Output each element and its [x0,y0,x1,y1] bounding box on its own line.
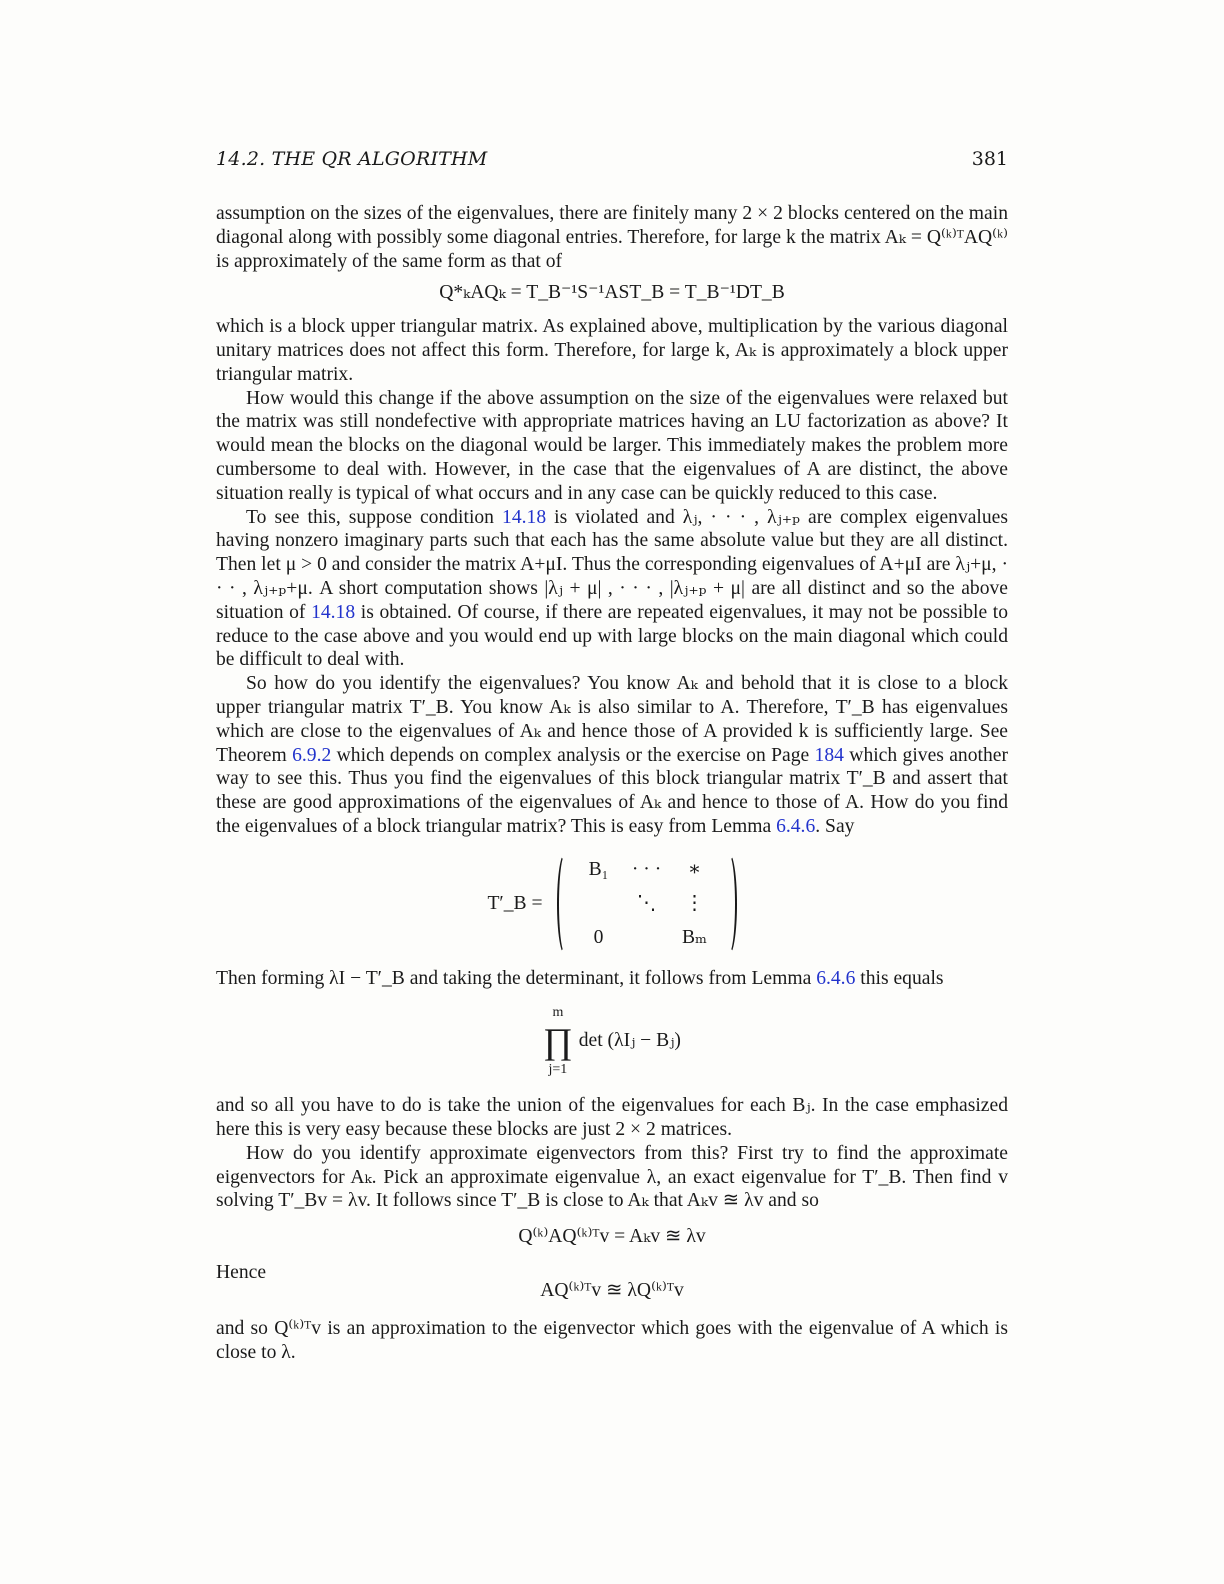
hence-row [216,1261,1008,1307]
paragraph-9: and so Q⁽ᵏ⁾ᵀv is an approximation to the eigenvector which goes with the eigenvalue of A which is close to λ. [216,1317,1008,1363]
matrix-cell: Bₘ [681,926,708,948]
running-header [216,148,1008,170]
ref-link-lemma-6-4-6[interactable]: 6.4.6 [776,815,816,837]
ref-link-page-184[interactable]: 184 [814,744,844,766]
ref-link-14-18-second[interactable]: 14.18 [311,601,356,623]
matrix-cell: ∗ [687,858,702,880]
product-upper-limit: m [552,1004,564,1020]
paragraph-1: assumption on the sizes of the eigenvalues, there are finitely many 2 × 2 blocks centered on the main diagonal along with possibly some diagonal entries. Therefore, for large k the matrix Aₖ = Q⁽ᵏ⁾ᵀAQ⁽ᵏ⁾ is approximately of the same form as that of [216,203,1008,272]
page-body [216,202,1008,1364]
paragraph-5 [216,672,1008,839]
product-lower-limit: j=1 [548,1062,568,1078]
para5-text-c: which gives another way to see this. Thus you find the eigenvalues of this block triangular matrix T′_B and assert that these are good approximations of the eigenvalues of Aₖ and hence to those of A. How do you find the eigenvalues of a block triangular matrix? This is easy from Lemma [216,744,1008,837]
para6-text-b: this equals [855,967,944,989]
paragraph-8: How do you identify approximate eigenvectors from this? First try to find the approximate eigenvectors for Aₖ. Pick an approximate eigenvalue λ, an exact eigenvalue for T′_B. Then find v solving T′_Bv = λv. It follows since T′_B is close to Aₖ that Aₖv ≊ λv and so [216,1142,1008,1212]
matrix-cell: ⋱ [636,892,657,914]
matrix-equation [216,853,1008,955]
para4-text-a: To see this, suppose condition [246,506,503,528]
para4-text-c: is obtained. Of course, if there are repeated eigenvalues, it may not be possible to reduce to the case above and you would end up with large blocks on the main diagonal which could be difficult to deal with. [216,601,1008,671]
paragraph-3: How would this change if the above assumption on the size of the eigenvalues were relaxed but the matrix was still nondefective with appropriate matrices having an LU factorization as above? It would mean the blocks on the diagonal would be larger. This immediately makes the problem more cumbersome to deal with. However, in the case that the eigenvalues of A are distinct, the above situation really is typical of what occurs and in any case can be quickly reduced to this case. [216,387,1008,504]
para6-text-a: Then forming λI − T′_B and taking the determinant, it follows from Lemma [216,967,817,989]
product-body: det (λIⱼ − Bⱼ) [578,1030,681,1052]
matrix-cell: 0 [593,926,604,948]
matrix-cell: ⋮ [684,892,705,914]
matrix-cell: B₁ [588,858,609,880]
equation-3: AQ⁽ᵏ⁾ᵀv ≊ λQ⁽ᵏ⁾ᵀv [540,1279,684,1301]
page-number: 381 [971,148,1008,170]
ref-link-14-18[interactable]: 14.18 [502,506,547,528]
hence-label: Hence [216,1261,267,1283]
block-matrix [557,853,737,955]
paragraph-6 [216,967,1008,991]
equation-2: Q⁽ᵏ⁾AQ⁽ᵏ⁾ᵀv = Aₖv ≊ λv [518,1226,706,1248]
section-title: 14.2. THE QR ALGORITHM [216,148,488,170]
paragraph-4 [216,506,1008,673]
ref-link-lemma-6-4-6-second[interactable]: 6.4.6 [816,967,856,989]
product-operator [543,1001,573,1083]
paragraph-7: and so all you have to do is take the union of the eigenvalues for each Bⱼ. In the case emphasized here this is very easy because these blocks are just 2 × 2 matrices. [216,1095,1008,1140]
product-equation [216,1001,1008,1083]
paragraph-2: which is a block upper triangular matrix. As explained above, multiplication by the various diagonal unitary matrices does not affect this form. Therefore, for large k, Aₖ is approximately a block upper triangular matrix. [216,316,1008,385]
para4-text-b: is violated and λⱼ, · · · , λⱼ₊ₚ are complex eigenvalues having nonzero imaginary parts such that each has the same absolute value but they are all distinct. Then let μ > 0 and consider the matrix A+μI. Thus the corresponding eigenvalues of A+μI are λⱼ+μ, · · · , λⱼ₊ₚ+μ. A short computation shows |λⱼ + μ| , · · · , |λⱼ₊ₚ + μ| are all distinct and so the above situation of [216,506,1008,623]
para5-text-d: . Say [815,815,855,837]
matrix-lhs: T′_B = [487,892,543,914]
matrix-cell: · · · [631,858,662,880]
equation-1: Q*ₖAQₖ = T_B⁻¹S⁻¹AST_B = T_B⁻¹DT_B [439,282,785,304]
product-symbol: ∏ [543,1021,573,1062]
para5-text-b: which depends on complex analysis or the exercise on Page [331,744,815,766]
para5-text-a: So how do you identify the eigenvalues? You know Aₖ and behold that it is close to a block upper triangular matrix T′_B. You know Aₖ is also similar to A. Therefore, T′_B has eigenvalues which are close to the eigenvalues of Aₖ and hence those of A provided k is sufficiently large. See Theorem [216,673,1008,766]
ref-link-theorem-6-9-2[interactable]: 6.9.2 [292,744,332,766]
